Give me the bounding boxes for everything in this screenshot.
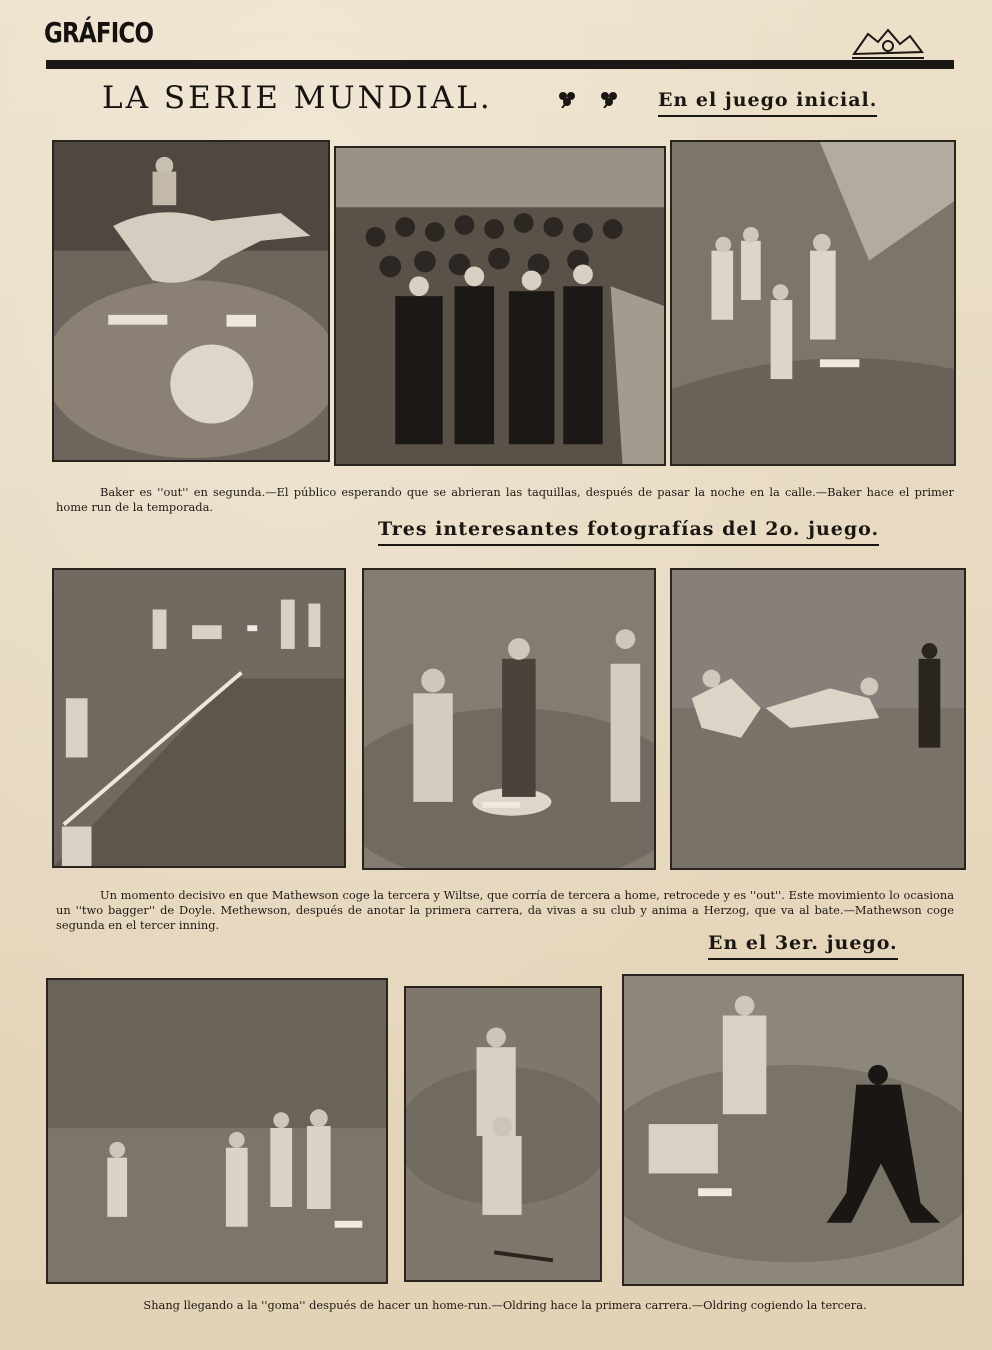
photo-mathewson-takes-third bbox=[52, 568, 346, 868]
photo-mathewson-scores-first-run bbox=[362, 568, 656, 870]
page-title: LA SERIE MUNDIAL. bbox=[102, 80, 493, 116]
caption-section-1: Baker es ''out'' en segunda.—El público esperando que se abrieran las taquillas, después de pasar la noche en la calle.—Baker hace el primer home run de la temporada. bbox=[56, 485, 954, 514]
section-heading-game-3 bbox=[708, 932, 898, 954]
section-heading-text: En el 3er. juego. bbox=[708, 932, 898, 954]
section-heading-game-1 bbox=[658, 89, 877, 111]
photo-baker-out-at-second bbox=[52, 140, 330, 462]
photo-oldring-first-run bbox=[404, 986, 602, 1282]
header-rule bbox=[46, 60, 954, 69]
masthead: GRÁFICO bbox=[44, 16, 154, 49]
fleuron-icon bbox=[598, 90, 620, 108]
masthead-emblem-icon bbox=[848, 24, 928, 64]
photo-oldring-takes-third bbox=[622, 974, 964, 1286]
section-heading-text: Tres interesantes fotografías del 2o. juego. bbox=[378, 518, 880, 540]
caption-section-2: Un momento decisivo en que Mathewson coge la tercera y Wiltse, que corría de tercera a home, retrocede y es ''out''. Este movimiento lo ocasiona un ''two bagger'' de Doyle. Methewson, después de anotar la primera carrera, da vivas a su club y anima a Herzog, que va al bate.—Mathewson coge segunda en el tercer inning. bbox=[56, 888, 954, 932]
section-heading-game-2 bbox=[378, 518, 879, 540]
photo-mathewson-takes-second bbox=[670, 568, 966, 870]
fleuron-icon bbox=[556, 90, 578, 108]
photo-crowd-waiting-ticket-office bbox=[334, 146, 666, 466]
photo-baker-first-home-run bbox=[670, 140, 956, 466]
photo-shang-reaching-home bbox=[46, 978, 388, 1284]
caption-section-3: Shang llegando a la ''goma'' después de hacer un home-run.—Oldring hace la primera carrera.—Oldring cogiendo la tercera. bbox=[143, 1298, 867, 1312]
section-heading-text: En el juego inicial. bbox=[658, 89, 878, 111]
